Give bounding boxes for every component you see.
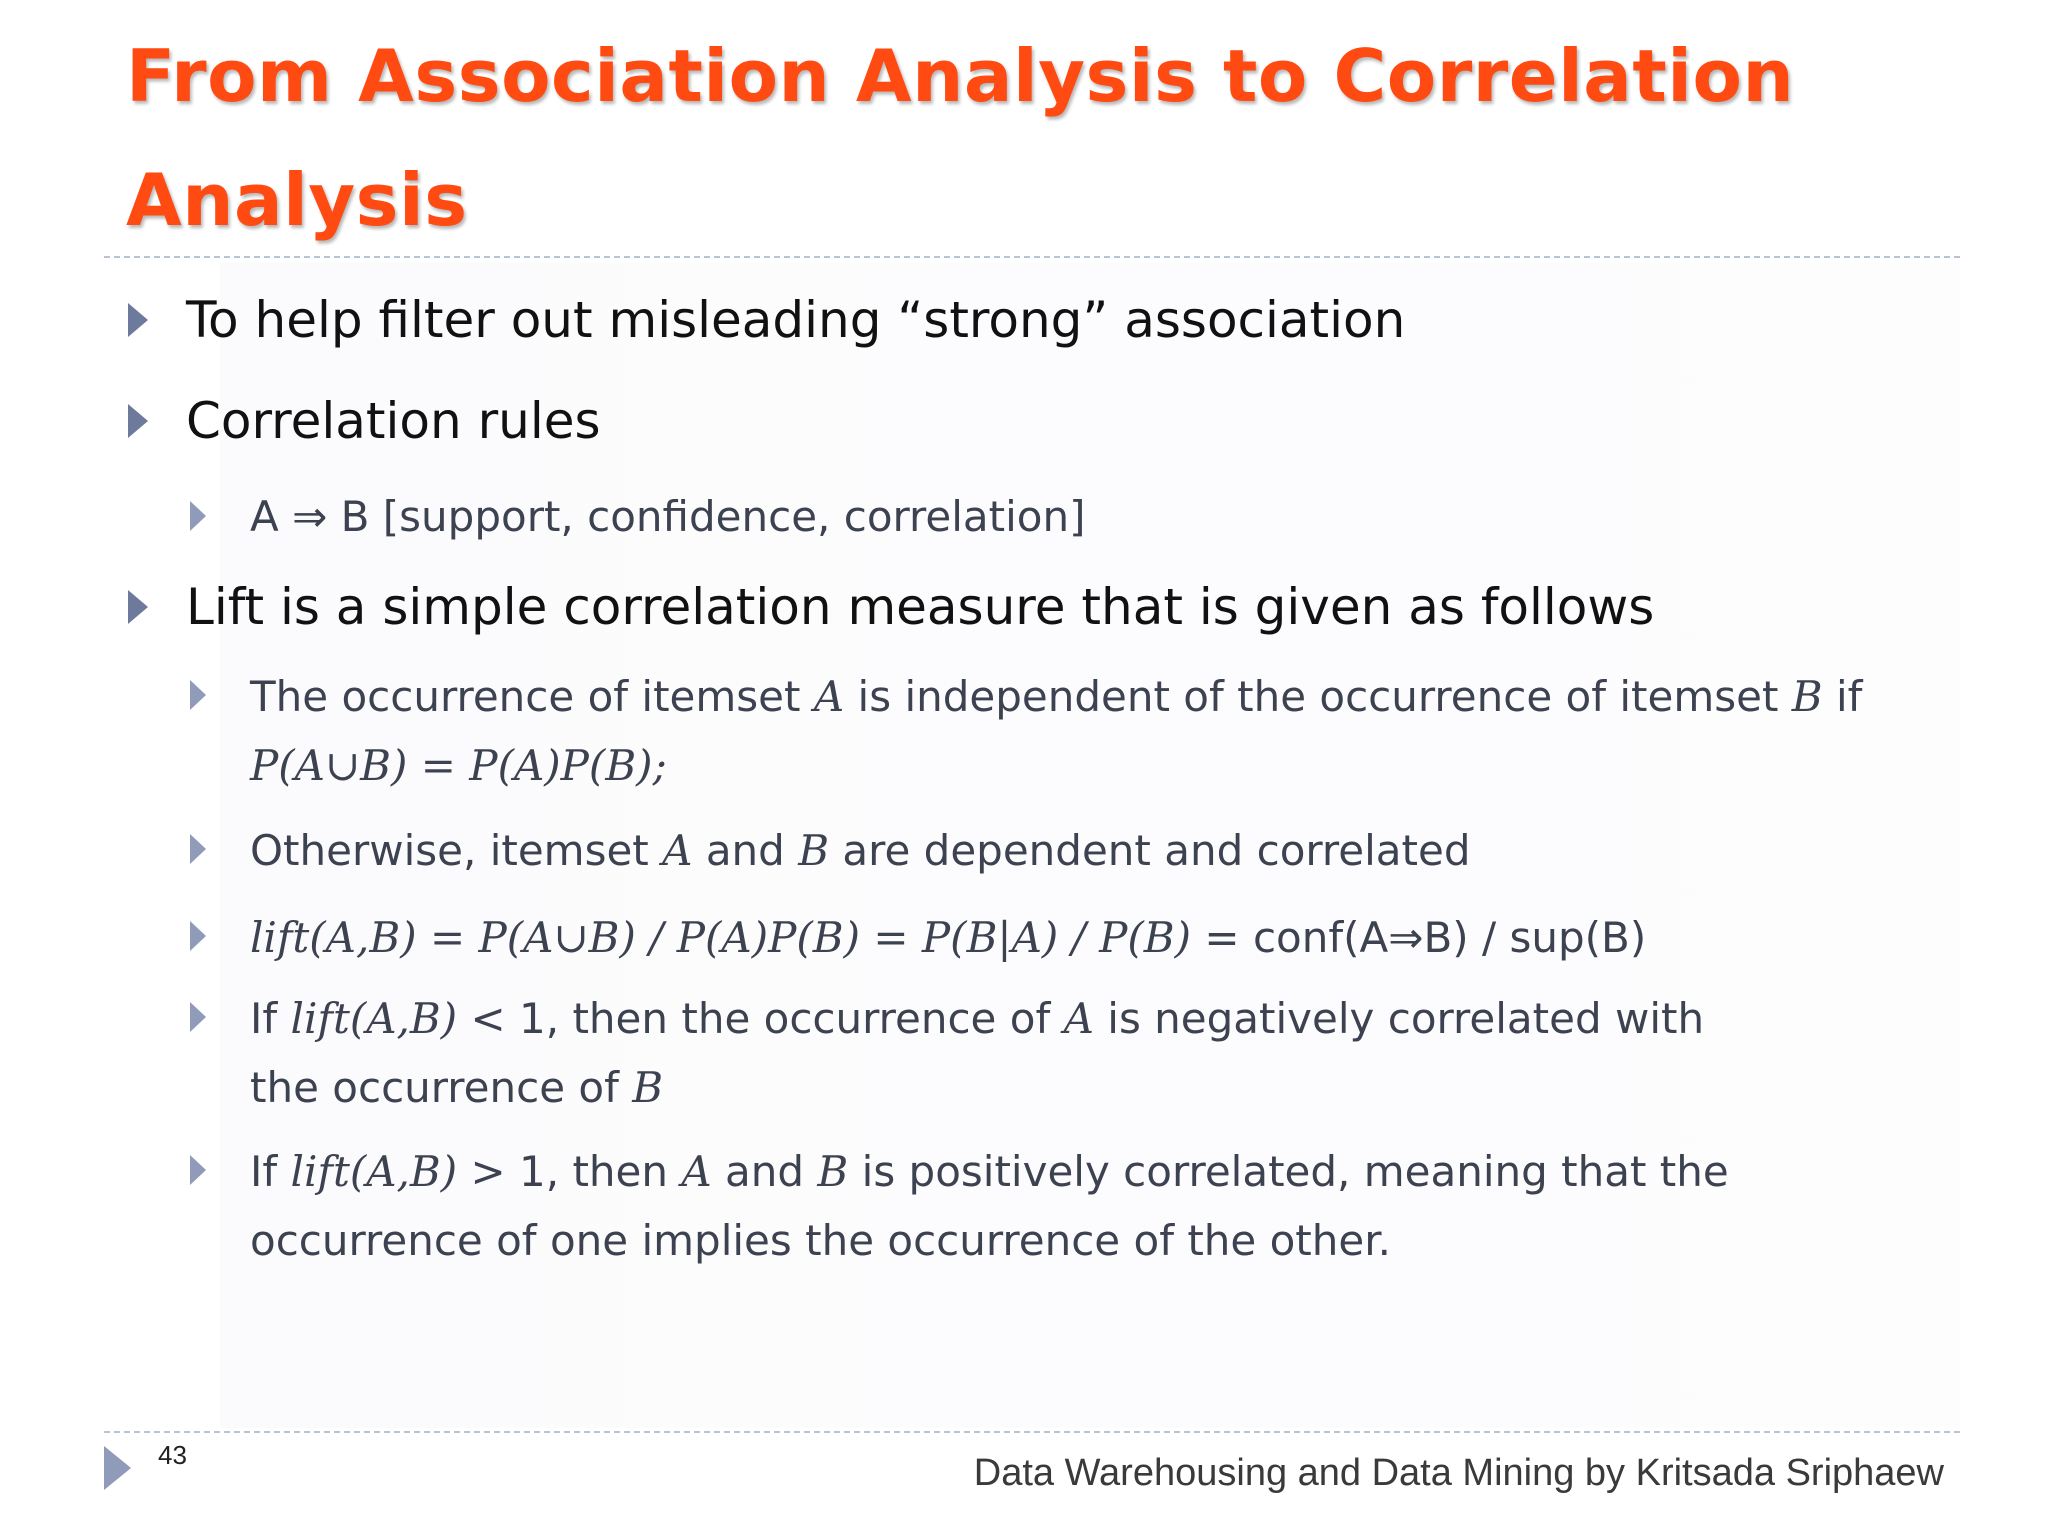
bullet-arrow-icon <box>128 590 148 624</box>
slide-title: From Association Analysis to Correlation Analysis <box>126 34 1795 242</box>
sub-bullet-arrow-icon <box>190 680 206 710</box>
footer-arrow-icon <box>104 1446 131 1490</box>
sub-bullet-arrow-icon <box>190 1002 206 1032</box>
bullet-arrow-icon <box>128 404 148 438</box>
independence-formula: P(A∪B) = P(A)P(B); <box>250 741 667 790</box>
page-number: 43 <box>158 1440 187 1470</box>
lift-formula: lift(A,B) = P(A∪B) / P(A)P(B) = P(B|A) / P(B) = conf(A⇒B) / sup(B) <box>250 913 1647 962</box>
sub-bullet-text: If lift(A,B) > 1, then A and B is positively correlated, meaning that the occurrence of one implies the occurrence of the other. <box>250 1147 1729 1265</box>
bullet-arrow-icon <box>128 303 148 337</box>
sub-bullet-arrow-icon <box>190 834 206 864</box>
bullet-text: To help filter out misleading “strong” association <box>186 291 1406 349</box>
bullet-text: Correlation rules <box>186 392 601 450</box>
bullet-text: Lift is a simple correlation measure that is given as follows <box>186 578 1655 636</box>
sub-bullet-text: A ⇒ B [support, confidence, correlation] <box>250 492 1086 541</box>
sub-bullet-text: If lift(A,B) < 1, then the occurrence of A is negatively correlated with the occurrence of B <box>250 994 1705 1112</box>
sub-bullet-arrow-icon <box>190 921 206 951</box>
title-divider <box>104 256 1960 258</box>
footer-divider <box>104 1431 1960 1433</box>
footer-credit: Data Warehousing and Data Mining by Kritsada Sriphaew <box>973 1452 1944 1494</box>
sub-bullet-text: The occurrence of itemset A is independent of the occurrence of itemset B if P(A∪B) = P(A)P(B); <box>250 672 1863 790</box>
sub-bullet-arrow-icon <box>190 1155 206 1185</box>
sub-bullet-text: Otherwise, itemset A and B are dependent and correlated <box>250 826 1471 875</box>
sub-bullet-arrow-icon <box>190 501 206 531</box>
